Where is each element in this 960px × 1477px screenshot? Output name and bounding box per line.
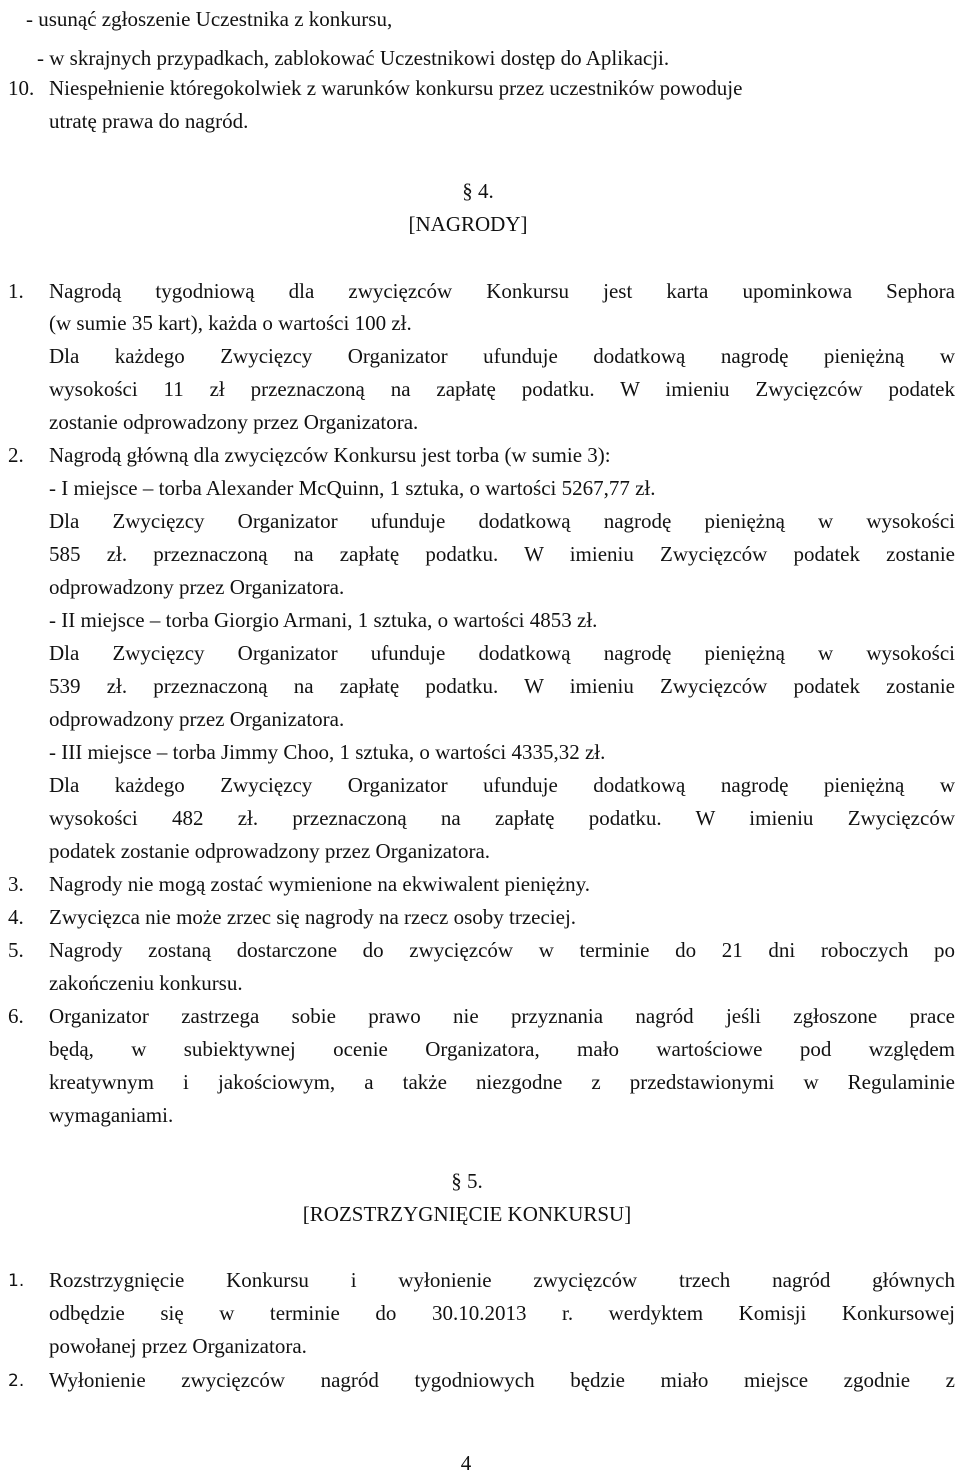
item-number: 6. (8, 1004, 24, 1028)
page-number: 4 (460, 1451, 472, 1475)
text-line: - II miejsce – torba Giorgio Armani, 1 sztuka, o wartości 4853 zł. (49, 608, 598, 632)
text-line: zostanie odprowadzony przez Organizatora. (49, 410, 419, 434)
text-line: zakończeniu konkursu. (49, 971, 243, 995)
section-title: [NAGRODY] (408, 212, 528, 236)
text-line: wysokości 482 zł. przeznaczoną na zapłatę podatku. W imieniu Zwycięzców (49, 806, 955, 830)
text-line: podatek zostanie odprowadzony przez Organizatora. (49, 839, 491, 863)
text-line: Nagrody zostaną dostarczone do zwycięzców w terminie do 21 dni roboczych po (49, 938, 955, 962)
text-line: będą, w subiektywnej ocenie Organizatora, mało wartościowe pod względem (49, 1037, 955, 1061)
text-line: odprowadzony przez Organizatora. (49, 707, 345, 731)
text-line: Nagrodą główną dla zwycięzców Konkursu jest torba (w sumie 3): (49, 443, 611, 467)
section-label: § 4. (462, 179, 494, 203)
item-number: 2. (8, 1371, 25, 1391)
text-line: 585 zł. przeznaczoną na zapłatę podatku. W imieniu Zwycięzców podatek zostanie (49, 542, 955, 566)
text-line: odbędzie się w terminie do 30.10.2013 r. werdyktem Komisji Konkursowej (49, 1301, 955, 1325)
text-line: Rozstrzygnięcie Konkursu i wyłonienie zwycięzców trzech nagród głównych (49, 1268, 955, 1292)
item-number: 2. (8, 443, 24, 467)
text-line: odprowadzony przez Organizatora. (49, 575, 345, 599)
text-line: kreatywnym i jakościowym, a także niezgodne z przedstawionymi w Regulaminie (49, 1070, 955, 1094)
item-number: 5. (8, 938, 24, 962)
text-line: Dla każdego Zwycięzcy Organizator ufunduje dodatkową nagrodę pieniężną w (49, 344, 955, 368)
text-line: Organizator zastrzega sobie prawo nie przyznania nagród jeśli zgłoszone prace (49, 1004, 955, 1028)
text-line: Nagrodą tygodniową dla zwycięzców Konkursu jest karta upominkowa Sephora (49, 279, 955, 303)
item-number: 10. (8, 76, 35, 100)
text-line: powołanej przez Organizatora. (49, 1334, 307, 1358)
text-line: - w skrajnych przypadkach, zablokować Uczestnikowi dostęp do Aplikacji. (37, 46, 670, 70)
text-line: Dla Zwycięzcy Organizator ufunduje dodatkową nagrodę pieniężną w wysokości (49, 641, 955, 665)
text-line: wymaganiami. (49, 1103, 174, 1127)
text-line: - I miejsce – torba Alexander McQuinn, 1 sztuka, o wartości 5267,77 zł. (49, 476, 656, 500)
section-title: [ROZSTRZYGNIĘCIE KONKURSU] (302, 1202, 632, 1226)
item-number: 1. (8, 1271, 25, 1291)
section-label: § 5. (451, 1169, 483, 1193)
item-number: 4. (8, 905, 24, 929)
text-line: Wyłonienie zwycięzców nagród tygodniowych będzie miało miejsce zgodnie z (49, 1368, 955, 1392)
text-line: (w sumie 35 kart), każda o wartości 100 zł. (49, 311, 412, 335)
text-line: Dla Zwycięzcy Organizator ufunduje dodatkową nagrodę pieniężną w wysokości (49, 509, 955, 533)
item-number: 1. (8, 279, 24, 303)
text-line: Nagrody nie mogą zostać wymienione na ekwiwalent pieniężny. (49, 872, 590, 896)
text-line: utratę prawa do nagród. (49, 109, 249, 133)
text-line: 539 zł. przeznaczoną na zapłatę podatku. W imieniu Zwycięzców podatek zostanie (49, 674, 955, 698)
text-line: - usunąć zgłoszenie Uczestnika z konkursu, (26, 7, 393, 31)
text-line: Niespełnienie któregokolwiek z warunków konkursu przez uczestników powoduje (49, 76, 743, 100)
text-line: wysokości 11 zł przeznaczoną na zapłatę podatku. W imieniu Zwycięzców podatek (49, 377, 955, 401)
item-number: 3. (8, 872, 24, 896)
text-line: Dla każdego Zwycięzcy Organizator ufunduje dodatkową nagrodę pieniężną w (49, 773, 955, 797)
text-line: - III miejsce – torba Jimmy Choo, 1 sztuka, o wartości 4335,32 zł. (49, 740, 606, 764)
text-line: Zwycięzca nie może zrzec się nagrody na rzecz osoby trzeciej. (49, 905, 577, 929)
